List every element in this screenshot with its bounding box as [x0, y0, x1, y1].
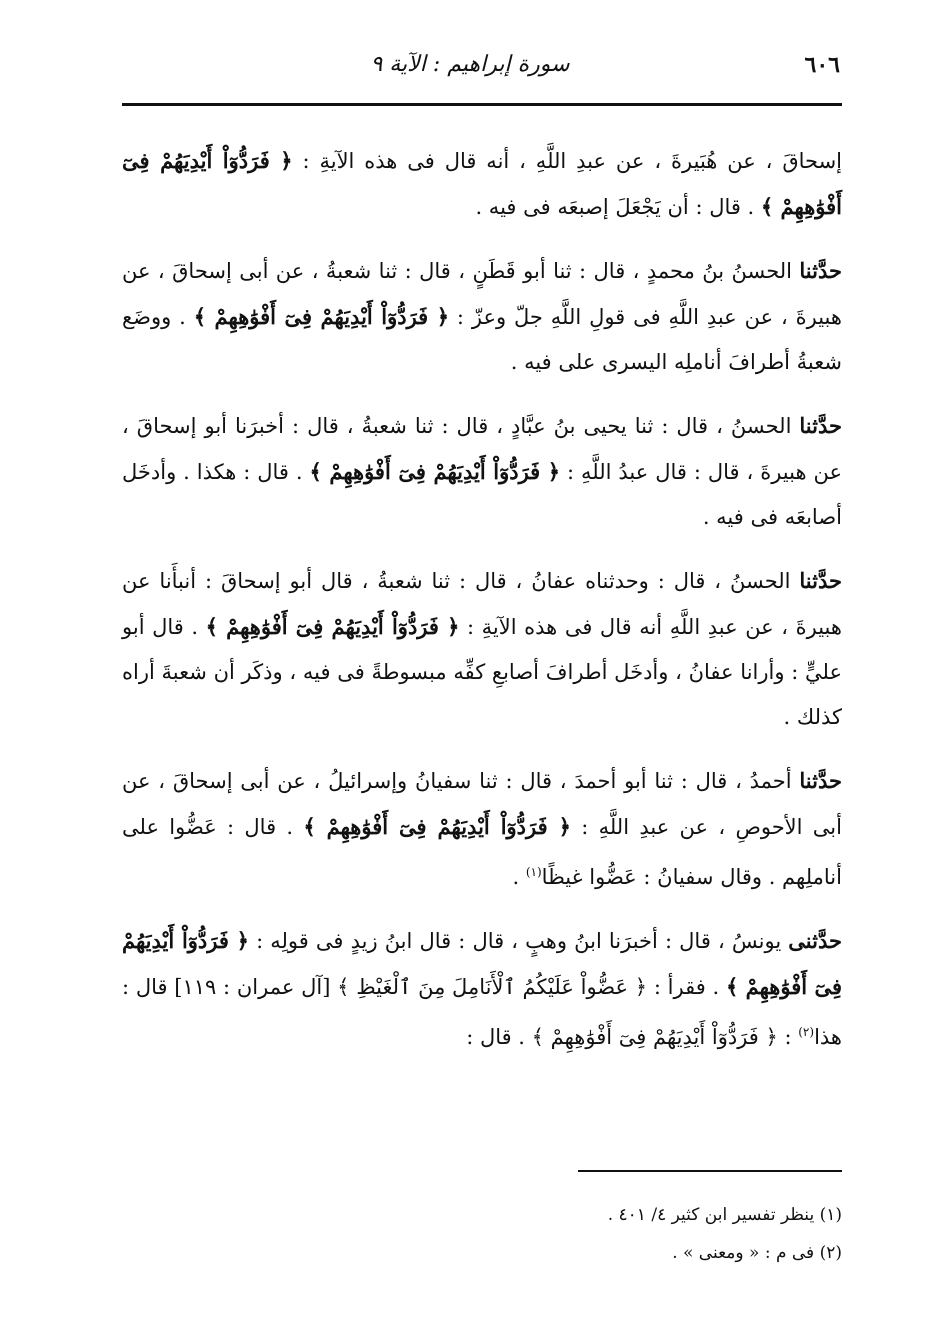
hadith-paragraph: [122, 248, 842, 385]
footnote-marker[interactable]: (٢): [798, 1025, 815, 1039]
paragraph-text: إسحاقَ ، عن هُبَيرةَ ، عن عبدِ اللَّهِ ، أنه قال فى هذه الآيةِ :: [292, 149, 843, 173]
footnote: (٢) فى م : « ومعنى » .: [672, 1243, 842, 1263]
footnote-divider: [578, 1170, 842, 1172]
paragraph-text: : ﴿ فَرَدُّوٓاْ أَيْدِيَهُمْ فِىٓ أَفْوَٰهِهِمْ ﴾ . قال :: [466, 1025, 799, 1049]
paragraph-text: . ووضَع شعبةُ أطرافَ أناملِه اليسرى على فيه .: [122, 305, 842, 374]
paragraph-lead: حدَّثنا: [799, 413, 842, 438]
footnotes: [122, 1196, 842, 1272]
paragraph-lead: حدَّثنا: [799, 568, 842, 593]
paragraph-lead: حدَّثنى: [788, 928, 842, 953]
paragraph-text: يونسُ ، قال : أخبرَنا ابنُ وهبٍ ، قال : قال ابنُ زيدٍ فى قولِه :: [248, 929, 789, 953]
paragraph-text: الحسنُ ، قال : وحدثناه عفانُ ، قال : ثنا شعبةُ ، قال أبو إسحاقَ : أنبأَنا عن هبيرةَ ، عن عبدِ اللَّهِ أنه قال فى هذه الآيةِ :: [122, 569, 842, 639]
page-number: ٦٠٦: [804, 52, 840, 78]
paragraph-text: . قال : هكذا . وأدخَل أصابعَه فى فيه .: [122, 460, 842, 529]
quran-verse: ﴿ فَرَدُّوٓاْ أَيْدِيَهُمْ فِىٓ أَفْوَٰهِهِمْ ﴾: [193, 304, 450, 329]
header-divider: [122, 103, 842, 106]
hadith-paragraph: [122, 138, 842, 230]
quran-verse: ﴿ فَرَدُّوٓاْ أَيْدِيَهُمْ فِىٓ أَفْوَٰهِهِمْ ﴾: [205, 614, 460, 639]
paragraph-text: . قال أبو عليٍّ : وأرانا عفانُ ، وأدخَل أطرافَ أصابعِ كفِّه مبسوطةً فى فيه ، وذكَر أن شعبةَ أراه كذلك .: [122, 615, 842, 729]
paragraph-text: .: [512, 865, 526, 889]
paragraph-lead: حدَّثنا: [799, 768, 842, 793]
hadith-paragraph: [122, 758, 842, 900]
paragraph-lead: حدَّثنا: [799, 258, 842, 283]
quran-verse: ﴿ فَرَدُّوٓاْ أَيْدِيَهُمْ فِىٓ أَفْوَٰهِهِمْ ﴾: [303, 814, 571, 839]
footnote: (١) ينظر تفسير ابن كثير ٤/ ٤٠١ .: [607, 1205, 842, 1225]
hadith-paragraph: [122, 403, 842, 540]
paragraph-text: . فقرأ : ﴿ عَضُّواْ عَلَيْكُمُ ٱلْأَنَامِلَ مِنَ ٱلْغَيْظِ ﴾ [آل عمران : ١١٩] قال : هذا: [122, 975, 842, 1049]
paragraph-text: . قال : أن يَجْعَلَ إصبعَه فى فيه .: [475, 195, 761, 219]
paragraph-text: الحسنُ ، قال : ثنا يحيى بنُ عبَّادٍ ، قال : ثنا شعبةُ ، قال : أخبرَنا أبو إسحاقَ ، عن هبيرةَ ، قال : قال عبدُ اللَّهِ :: [122, 414, 842, 484]
footnote-marker[interactable]: (١): [525, 865, 542, 879]
paragraph-text: الحسنُ بنُ محمدٍ ، قال : ثنا أبو قَطَنٍ ، قال : ثنا شعبةُ ، عن أبى إسحاقَ ، عن هبيرةَ ، عن عبدِ اللَّهِ فى قولِ اللَّهِ جلّ وعزّ :: [122, 259, 842, 329]
main-text: [122, 138, 842, 1078]
quran-verse: ﴿ فَرَدُّوٓاْ أَيْدِيَهُمْ فِىٓ أَفْوَٰهِهِمْ ﴾: [309, 459, 561, 484]
quran-verse: ﴿ فَرَدُّوٓاْ أَيْدِيَهُمْ فِىٓ أَفْوَٰهِهِمْ ﴾: [122, 928, 843, 999]
hadith-paragraph: [122, 558, 842, 740]
hadith-paragraph: [122, 918, 842, 1060]
quran-verse: ﴿ فَرَدُّوٓاْ أَيْدِيَهُمْ فِىٓ أَفْوَٰهِهِمْ ﴾: [122, 148, 842, 219]
paragraph-text: . قال : عَضُّوا على أناملِهم . وقال سفيانُ : عَضُّوا غيظًا: [122, 815, 842, 889]
running-header-title: سورة إبراهيم : الآية ٩: [370, 52, 570, 77]
paragraph-text: أحمدُ ، قال : ثنا أبو أحمدَ ، قال : ثنا سفيانُ وإسرائيلُ ، عن أبى إسحاقَ ، عن أبى الأحوصِ ، عن عبدِ اللَّهِ :: [122, 769, 842, 839]
